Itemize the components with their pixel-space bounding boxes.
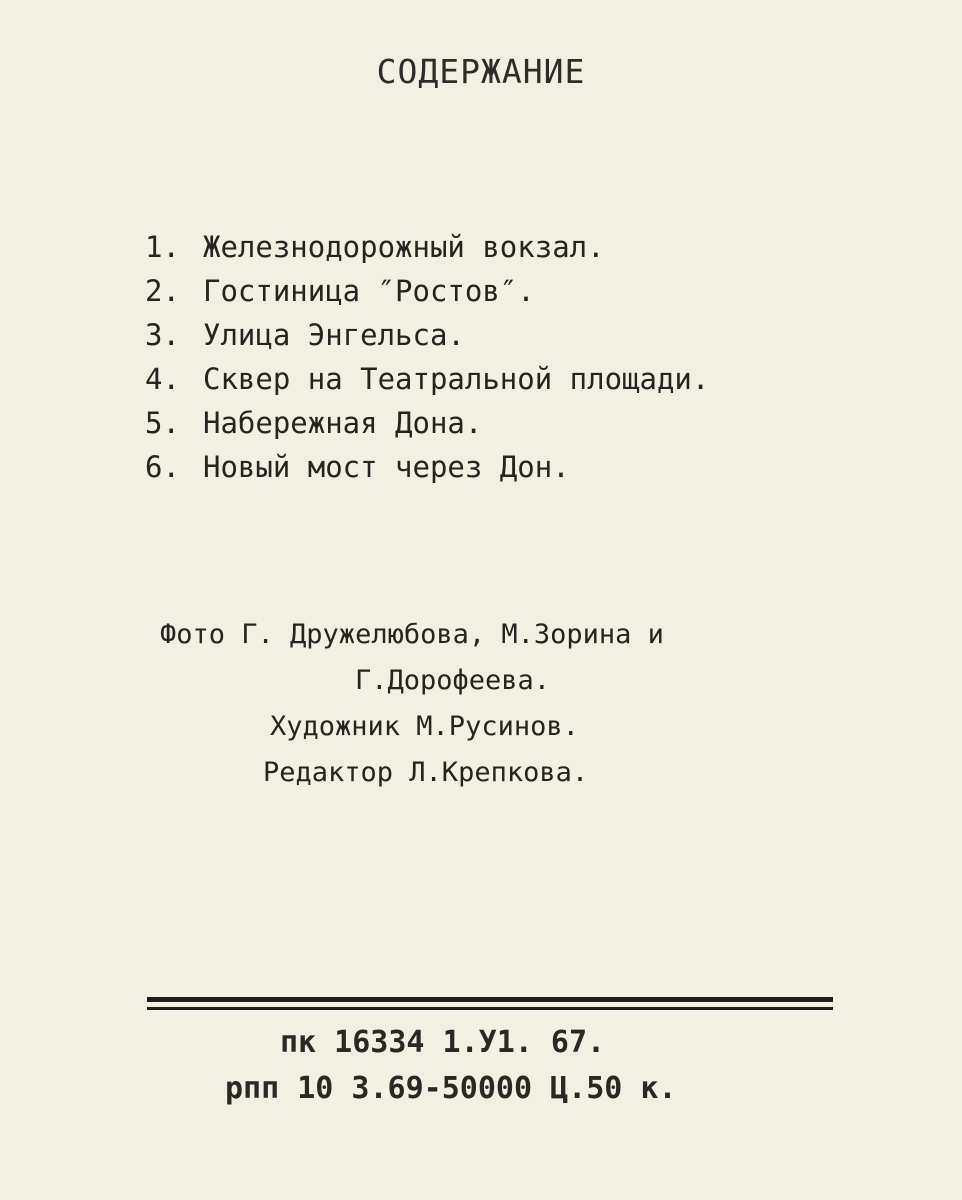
item-number: 6. [145, 450, 180, 484]
item-text: Сквер на Театральной площади. [203, 362, 710, 396]
item-number: 5. [145, 406, 180, 440]
credits-block [0, 612, 962, 796]
list-item [145, 357, 875, 401]
list-item [145, 401, 875, 445]
imprint-block [0, 1020, 962, 1112]
photo-credit-line: Фото Г. Дружелюбова, М.Зорина и [160, 619, 664, 650]
list-item [145, 269, 875, 313]
imprint-line-2: рпп 10 3.69-50000 Ц.50 к. [225, 1071, 677, 1106]
item-text: Набережная Дона. [203, 406, 483, 440]
divider-rule-thick [147, 997, 833, 1002]
item-text: Гостиница ″Ростов″. [203, 274, 535, 308]
item-number: 3. [145, 318, 180, 352]
item-text: Улица Энгельса. [203, 318, 465, 352]
list-item [145, 313, 875, 357]
item-number: 2. [145, 274, 180, 308]
artist-credit: Художник М.Русинов. [270, 711, 579, 742]
imprint-line-1: пк 16334 1.У1. 67. [280, 1025, 606, 1060]
page-title: СОДЕРЖАНИЕ [376, 52, 586, 91]
item-number: 1. [145, 230, 180, 264]
photo-credit-line-continued: Г.Дорофеева. [355, 665, 551, 696]
editor-credit: Редактор Л.Крепкова. [263, 757, 589, 788]
list-item [145, 225, 875, 269]
list-item [145, 445, 875, 489]
item-text: Железнодорожный вокзал. [203, 230, 605, 264]
item-number: 4. [145, 362, 180, 396]
item-text: Новый мост через Дон. [203, 450, 570, 484]
divider-rule-thin [147, 1007, 833, 1010]
table-of-contents [145, 225, 875, 489]
